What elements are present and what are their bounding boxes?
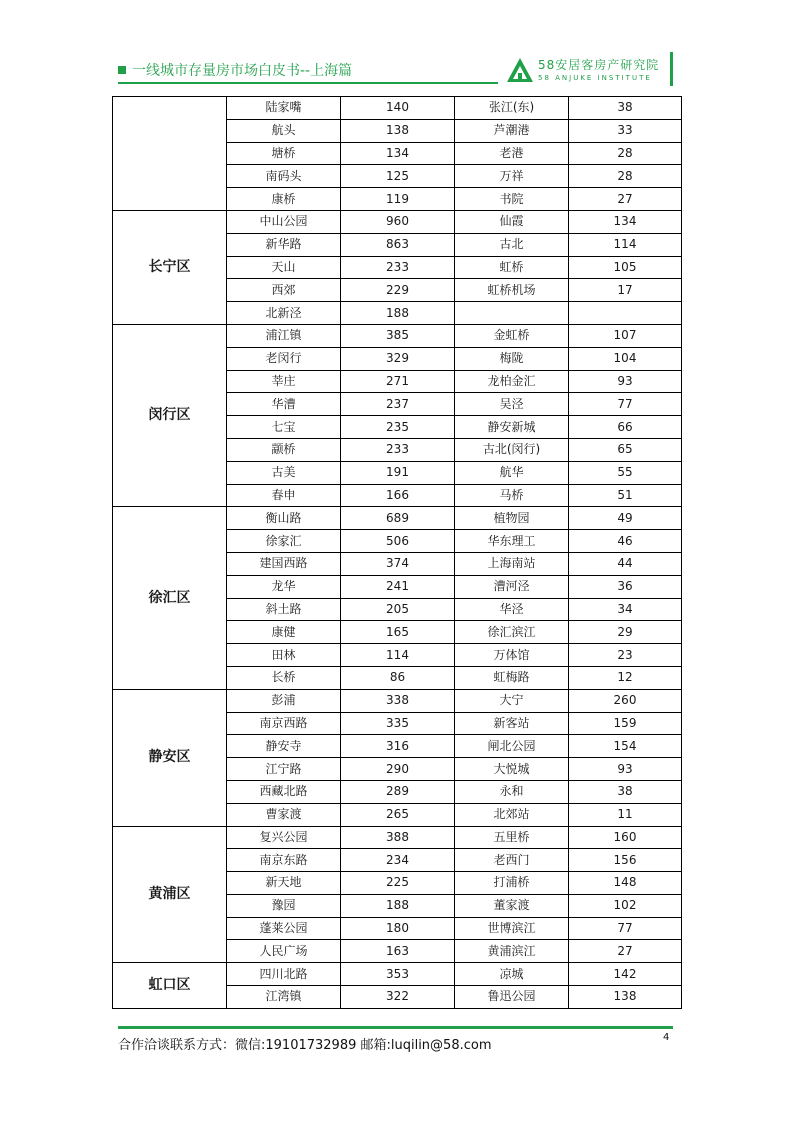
area-count-cell: 55 (569, 461, 682, 484)
area-count-cell: 260 (569, 689, 682, 712)
area-name-cell: 老港 (455, 142, 569, 165)
area-name-cell: 航头 (227, 119, 341, 142)
area-name-cell: 书院 (455, 188, 569, 211)
area-name-cell: 复兴公园 (227, 826, 341, 849)
district-name-cell: 徐汇区 (113, 507, 227, 689)
area-name-cell: 老西门 (455, 849, 569, 872)
area-count-cell: 107 (569, 324, 682, 347)
area-count-cell: 134 (569, 210, 682, 233)
area-count-cell: 93 (569, 370, 682, 393)
area-name-cell: 古北(闵行) (455, 438, 569, 461)
area-name-cell: 新华路 (227, 233, 341, 256)
area-count-cell: 353 (341, 963, 455, 986)
area-name-cell: 长桥 (227, 666, 341, 689)
area-count-cell: 166 (341, 484, 455, 507)
area-name-cell: 江湾镇 (227, 986, 341, 1009)
area-name-cell: 颛桥 (227, 438, 341, 461)
area-count-cell: 316 (341, 735, 455, 758)
area-count-cell: 163 (341, 940, 455, 963)
area-count-cell: 506 (341, 530, 455, 553)
area-name-cell: 黄浦滨江 (455, 940, 569, 963)
area-count-cell: 271 (341, 370, 455, 393)
area-count-cell: 338 (341, 689, 455, 712)
table-row (113, 507, 682, 530)
area-name-cell: 西郊 (227, 279, 341, 302)
logo-mark-icon (506, 56, 534, 84)
area-name-cell: 虹梅路 (455, 666, 569, 689)
area-name-cell: 大宁 (455, 689, 569, 712)
area-name-cell: 中山公园 (227, 210, 341, 233)
area-count-cell: 119 (341, 188, 455, 211)
area-name-cell: 芦潮港 (455, 119, 569, 142)
area-name-cell: 彭浦 (227, 689, 341, 712)
area-name-cell: 古美 (227, 461, 341, 484)
area-name-cell: 虹桥 (455, 256, 569, 279)
area-count-cell: 235 (341, 416, 455, 439)
logo-text-cn: 58安居客房产研究院 (538, 58, 660, 72)
area-count-cell: 165 (341, 621, 455, 644)
area-count-cell: 28 (569, 142, 682, 165)
area-name-cell: 斜土路 (227, 598, 341, 621)
area-name-cell: 虹桥机场 (455, 279, 569, 302)
area-count-cell: 38 (569, 780, 682, 803)
area-name-cell (455, 302, 569, 325)
area-count-cell: 44 (569, 552, 682, 575)
area-count-cell: 86 (341, 666, 455, 689)
area-name-cell: 陆家嘴 (227, 97, 341, 120)
area-count-cell: 102 (569, 894, 682, 917)
area-count-cell: 960 (341, 210, 455, 233)
area-name-cell: 静安新城 (455, 416, 569, 439)
area-count-cell: 46 (569, 530, 682, 553)
area-name-cell: 金虹桥 (455, 324, 569, 347)
area-name-cell: 吴泾 (455, 393, 569, 416)
area-count-cell: 114 (341, 644, 455, 667)
area-name-cell: 徐家汇 (227, 530, 341, 553)
area-count-cell: 234 (341, 849, 455, 872)
area-count-cell: 329 (341, 347, 455, 370)
area-name-cell: 张江(东) (455, 97, 569, 120)
area-count-cell: 385 (341, 324, 455, 347)
area-count-cell: 156 (569, 849, 682, 872)
footer-contact: 合作洽谈联系方式：微信:19101732989 邮箱:luqilin@58.com (118, 1038, 492, 1053)
area-count-cell: 36 (569, 575, 682, 598)
area-count-cell: 28 (569, 165, 682, 188)
area-name-cell: 康健 (227, 621, 341, 644)
area-count-cell: 188 (341, 894, 455, 917)
area-name-cell: 凉城 (455, 963, 569, 986)
area-count-cell: 689 (341, 507, 455, 530)
area-name-cell: 五里桥 (455, 826, 569, 849)
area-name-cell: 南码头 (227, 165, 341, 188)
area-count-cell: 65 (569, 438, 682, 461)
area-count-cell: 49 (569, 507, 682, 530)
area-count-cell: 374 (341, 552, 455, 575)
area-count-cell: 205 (341, 598, 455, 621)
area-name-cell: 莘庄 (227, 370, 341, 393)
area-count-cell: 77 (569, 917, 682, 940)
area-count-cell (569, 302, 682, 325)
logo-text-en: 58 ANJUKE INSTITUTE (538, 74, 652, 82)
area-name-cell: 新天地 (227, 872, 341, 895)
area-name-cell: 漕河泾 (455, 575, 569, 598)
district-stats-table (112, 96, 682, 1009)
area-count-cell: 17 (569, 279, 682, 302)
area-name-cell: 静安寺 (227, 735, 341, 758)
area-name-cell: 古北 (455, 233, 569, 256)
area-count-cell: 154 (569, 735, 682, 758)
area-count-cell: 335 (341, 712, 455, 735)
area-count-cell: 322 (341, 986, 455, 1009)
district-name-cell (113, 97, 227, 211)
area-count-cell: 11 (569, 803, 682, 826)
table-row (113, 324, 682, 347)
area-name-cell: 田林 (227, 644, 341, 667)
area-count-cell: 51 (569, 484, 682, 507)
area-name-cell: 万祥 (455, 165, 569, 188)
area-count-cell: 290 (341, 758, 455, 781)
area-count-cell: 188 (341, 302, 455, 325)
area-name-cell: 春申 (227, 484, 341, 507)
area-name-cell: 马桥 (455, 484, 569, 507)
area-name-cell: 上海南站 (455, 552, 569, 575)
area-name-cell: 龙柏金汇 (455, 370, 569, 393)
area-name-cell: 董家渡 (455, 894, 569, 917)
area-count-cell: 191 (341, 461, 455, 484)
district-name-cell: 静安区 (113, 689, 227, 826)
area-name-cell: 建国西路 (227, 552, 341, 575)
area-count-cell: 93 (569, 758, 682, 781)
area-count-cell: 241 (341, 575, 455, 598)
area-name-cell: 华东理工 (455, 530, 569, 553)
area-count-cell: 265 (341, 803, 455, 826)
header-bullet-square (118, 66, 126, 74)
table-row (113, 826, 682, 849)
area-name-cell: 人民广场 (227, 940, 341, 963)
area-count-cell: 77 (569, 393, 682, 416)
area-name-cell: 江宁路 (227, 758, 341, 781)
area-count-cell: 23 (569, 644, 682, 667)
area-count-cell: 27 (569, 188, 682, 211)
area-name-cell: 华漕 (227, 393, 341, 416)
area-count-cell: 863 (341, 233, 455, 256)
area-name-cell: 西藏北路 (227, 780, 341, 803)
area-count-cell: 233 (341, 438, 455, 461)
area-name-cell: 打浦桥 (455, 872, 569, 895)
area-count-cell: 114 (569, 233, 682, 256)
area-name-cell: 南京东路 (227, 849, 341, 872)
area-name-cell: 浦江镇 (227, 324, 341, 347)
area-count-cell: 27 (569, 940, 682, 963)
area-name-cell: 曹家渡 (227, 803, 341, 826)
area-count-cell: 388 (341, 826, 455, 849)
area-name-cell: 豫园 (227, 894, 341, 917)
table-row (113, 210, 682, 233)
area-count-cell: 12 (569, 666, 682, 689)
area-name-cell: 新客站 (455, 712, 569, 735)
area-name-cell: 老闵行 (227, 347, 341, 370)
area-name-cell: 大悦城 (455, 758, 569, 781)
area-count-cell: 38 (569, 97, 682, 120)
area-name-cell: 南京西路 (227, 712, 341, 735)
area-count-cell: 289 (341, 780, 455, 803)
area-name-cell: 仙霞 (455, 210, 569, 233)
area-name-cell: 永和 (455, 780, 569, 803)
area-count-cell: 33 (569, 119, 682, 142)
area-name-cell: 华泾 (455, 598, 569, 621)
table-row (113, 963, 682, 986)
area-count-cell: 237 (341, 393, 455, 416)
area-name-cell: 植物园 (455, 507, 569, 530)
area-count-cell: 142 (569, 963, 682, 986)
district-name-cell: 黄浦区 (113, 826, 227, 963)
table-row (113, 689, 682, 712)
area-name-cell: 蓬莱公园 (227, 917, 341, 940)
area-name-cell: 衡山路 (227, 507, 341, 530)
area-name-cell: 北新泾 (227, 302, 341, 325)
area-count-cell: 140 (341, 97, 455, 120)
header-divider (118, 82, 498, 84)
page-number: 4 (663, 1032, 670, 1043)
area-name-cell: 天山 (227, 256, 341, 279)
district-name-cell: 长宁区 (113, 210, 227, 324)
area-count-cell: 125 (341, 165, 455, 188)
area-count-cell: 159 (569, 712, 682, 735)
area-name-cell: 七宝 (227, 416, 341, 439)
area-name-cell: 闸北公园 (455, 735, 569, 758)
area-name-cell: 鲁迅公园 (455, 986, 569, 1009)
document-title: 一线城市存量房市场白皮书--上海篇 (132, 63, 353, 79)
area-name-cell: 梅陇 (455, 347, 569, 370)
area-name-cell: 航华 (455, 461, 569, 484)
area-count-cell: 138 (569, 986, 682, 1009)
area-name-cell: 世博滨江 (455, 917, 569, 940)
area-count-cell: 105 (569, 256, 682, 279)
area-count-cell: 29 (569, 621, 682, 644)
area-count-cell: 34 (569, 598, 682, 621)
footer-divider (118, 1026, 673, 1029)
area-count-cell: 160 (569, 826, 682, 849)
district-name-cell: 虹口区 (113, 963, 227, 1009)
area-count-cell: 148 (569, 872, 682, 895)
area-count-cell: 104 (569, 347, 682, 370)
area-name-cell: 龙华 (227, 575, 341, 598)
area-count-cell: 229 (341, 279, 455, 302)
area-count-cell: 138 (341, 119, 455, 142)
area-count-cell: 66 (569, 416, 682, 439)
institute-logo (506, 54, 676, 90)
area-count-cell: 134 (341, 142, 455, 165)
area-count-cell: 225 (341, 872, 455, 895)
area-name-cell: 北郊站 (455, 803, 569, 826)
logo-accent-bar (670, 52, 673, 86)
area-count-cell: 180 (341, 917, 455, 940)
area-name-cell: 万体馆 (455, 644, 569, 667)
area-name-cell: 四川北路 (227, 963, 341, 986)
area-count-cell: 233 (341, 256, 455, 279)
area-name-cell: 徐汇滨江 (455, 621, 569, 644)
district-name-cell: 闵行区 (113, 324, 227, 506)
table-row (113, 97, 682, 120)
area-name-cell: 塘桥 (227, 142, 341, 165)
area-name-cell: 康桥 (227, 188, 341, 211)
